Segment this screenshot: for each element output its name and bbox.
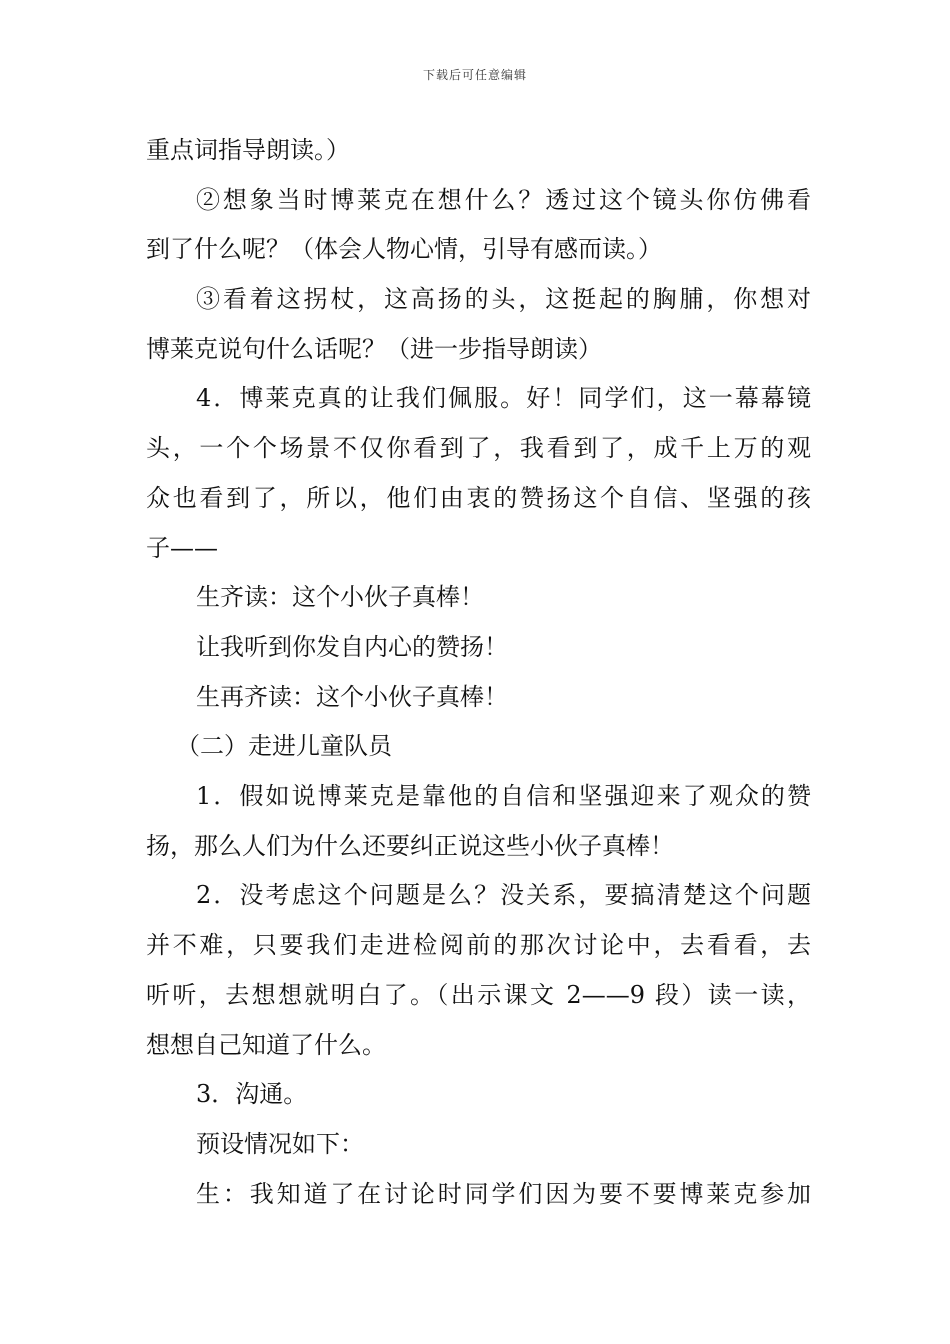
text-line: 并不难，只要我们走进检阅前的那次讨论中，去看看，去 (146, 931, 811, 960)
text-line: ③看着这拐杖，这高扬的头，这挺起的胸脯，你想对 (196, 285, 811, 314)
page-header: 下载后可任意编辑 (422, 68, 527, 82)
text-line: 生再齐读：这个小伙子真棒！ (196, 682, 508, 711)
text-line: 子—— (146, 533, 218, 562)
text-line: 2．没考虑这个问题是么？没关系，要搞清楚这个问题 (196, 881, 811, 910)
text-line: ②想象当时博莱克在想什么？透过这个镜头你仿佛看 (196, 185, 811, 214)
text-line: 到了什么呢？（体会人物心情，引导有感而读。） (146, 235, 662, 264)
text-line: 重点词指导朗读。） (146, 136, 350, 164)
text-line: 博莱克说句什么话呢？（进一步指导朗读） (146, 334, 602, 363)
text-line: 3．沟通。 (196, 1080, 308, 1109)
text-line: 4．博莱克真的让我们佩服。好！同学们，这一幕幕镜 (196, 384, 811, 413)
text-line: 生齐读：这个小伙子真棒！ (196, 583, 484, 612)
text-line: 1．假如说博莱克是靠他的自信和坚强迎来了观众的赞 (196, 782, 811, 811)
text-line: 想想自己知道了什么。 (146, 1030, 386, 1059)
text-line: 预设情况如下： (196, 1129, 364, 1158)
body-text (146, 126, 811, 1219)
text-line: 听听，去想想就明白了。（出示课文 2——9 段）读一读， (146, 980, 811, 1009)
text-line: （二）走进儿童队员 (176, 732, 392, 761)
text-line: 头，一个个场景不仅你看到了，我看到了，成千上万的观 (146, 434, 811, 463)
text-line: 生：我知道了在讨论时同学们因为要不要博莱克参加 (196, 1179, 811, 1208)
text-line: 让我听到你发自内心的赞扬！ (196, 632, 508, 661)
text-line: 扬，那么人们为什么还要纠正说这些小伙子真棒！ (146, 831, 674, 860)
text-line: 众也看到了，所以，他们由衷的赞扬这个自信、坚强的孩 (146, 483, 811, 512)
